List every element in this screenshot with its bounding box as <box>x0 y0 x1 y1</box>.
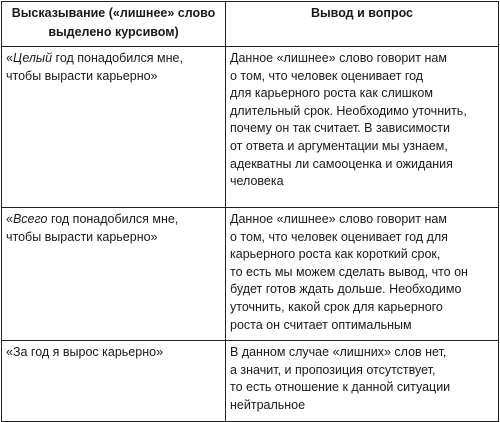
conclusion-line: уточнить, какой срок для карьерного <box>230 299 443 314</box>
table-row <box>2 341 499 422</box>
statements-table <box>1 1 499 422</box>
conclusion-line: о том, что человек оценивает год <box>230 68 424 83</box>
statement-cell <box>2 341 226 422</box>
table-row <box>2 208 499 341</box>
open-quote: « <box>6 51 13 65</box>
statement-line-2: чтобы вырасти карьерно» <box>6 229 158 244</box>
conclusion-line: человека <box>230 174 284 189</box>
conclusion-line: Данное «лишнее» слово говорит нам <box>230 212 447 226</box>
statement-cell <box>2 47 226 208</box>
conclusion-line: а значит, и пропозиция отсутствует, <box>230 362 436 377</box>
conclusion-line: то есть мы можем сделать вывод, что он <box>230 264 468 279</box>
statement-cell <box>2 208 226 341</box>
header-conclusion-line-1: Вывод и вопрос <box>310 6 414 20</box>
statement-line-1 <box>6 50 221 68</box>
header-statement-line-1: Высказывание («лишнее» слово <box>11 6 216 20</box>
extra-word-italic: Целый <box>12 51 53 65</box>
conclusion-line: нейтральное <box>230 397 306 412</box>
statement-rest: год понадобился мне, <box>47 212 179 226</box>
conclusion-line: адекватны ли самооценка и ожидания <box>230 156 453 171</box>
conclusion-cell <box>226 341 499 422</box>
conclusion-line: В данном случае «лишних» слов нет, <box>230 345 447 359</box>
conclusion-line: о том, что человек оценивает год для <box>230 229 448 244</box>
header-conclusion <box>226 2 499 47</box>
conclusion-line: почему он так считает. В зависимости <box>230 121 450 136</box>
table-row <box>2 47 499 208</box>
statement-rest: год понадобился мне, <box>52 51 183 65</box>
statement-line-1: «За год я вырос карьерно» <box>6 345 164 359</box>
extra-word-italic: Всего <box>12 212 48 226</box>
conclusion-line: то есть отношение к данной ситуации <box>230 380 451 395</box>
table-header-row <box>2 2 499 47</box>
conclusion-line: длительный срок. Необходимо уточнить, <box>230 103 467 118</box>
header-statement <box>2 2 226 47</box>
conclusion-line: будет готов ждать дольше. Необходимо <box>230 282 462 297</box>
conclusion-line: карьерного роста как короткий срок, <box>230 247 441 262</box>
statement-line-1 <box>6 211 221 229</box>
conclusion-line: для карьерного роста как слишком <box>230 86 433 101</box>
conclusion-cell <box>226 47 499 208</box>
conclusion-line: Данное «лишнее» слово говорит нам <box>230 51 447 65</box>
conclusion-line: роста он считает оптимальным <box>230 317 412 332</box>
header-statement-line-2: выделено курсивом) <box>48 25 179 39</box>
conclusion-cell <box>226 208 499 341</box>
conclusion-line: от ответа и аргументации мы узнаем, <box>230 138 448 153</box>
statement-line-2: чтобы вырасти карьерно» <box>6 68 158 83</box>
open-quote: « <box>6 212 13 226</box>
